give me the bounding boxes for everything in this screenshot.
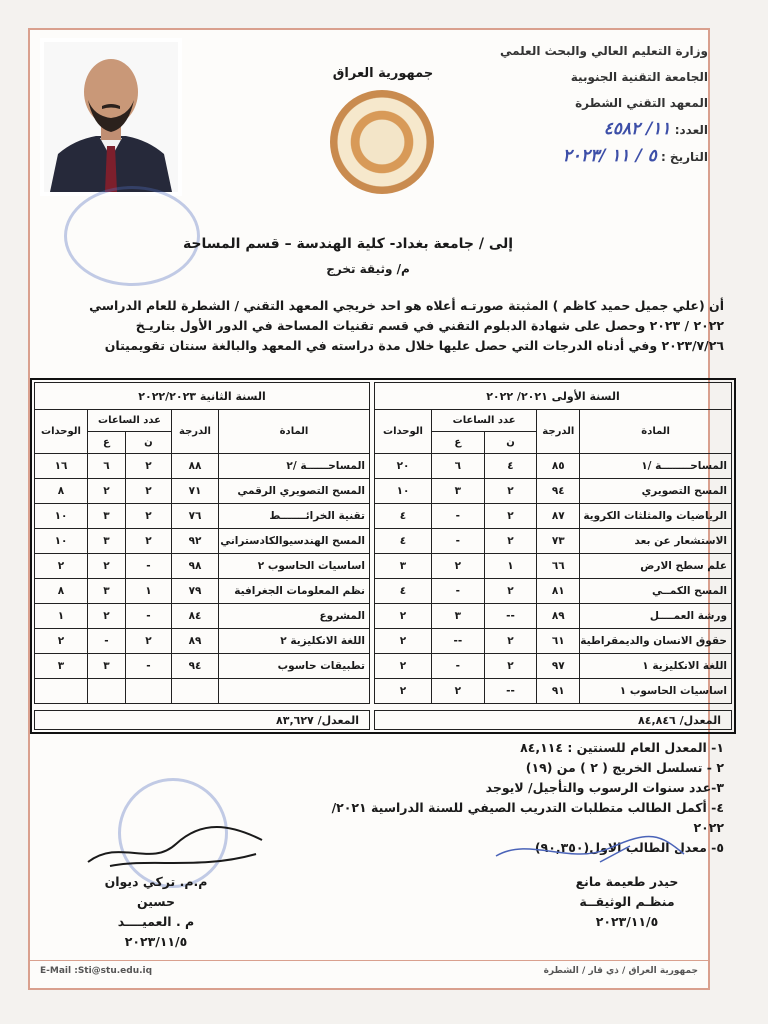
cell-a: ٢ [432, 679, 485, 704]
cell-subject: تطبيقات حاسوب [219, 654, 370, 679]
signer-date: ٢٠٢٣/١١/٥ [124, 934, 188, 949]
grade-row [35, 579, 370, 604]
cell-subject: المشروع [219, 604, 370, 629]
cell-n: ١ [125, 579, 171, 604]
cell-a: ٦ [88, 454, 126, 479]
number-label: العدد: [674, 123, 708, 137]
cell-subject: اساسيات الحاسوب ١ [580, 679, 732, 704]
cell-a: ٢ [88, 554, 126, 579]
dean-signature-block [86, 872, 226, 952]
subject-line: م/ وثيقة تخرج [326, 262, 410, 276]
col-n: ن [484, 432, 537, 454]
cell-units: ٣ [35, 654, 88, 679]
body-paragraph [44, 296, 724, 356]
cell-subject: المسح الكمــي [580, 579, 732, 604]
cell-a: - [432, 504, 485, 529]
cell-a: ٣ [432, 479, 485, 504]
cell-grade: ٩٧ [537, 654, 580, 679]
cell-n: ٢ [484, 504, 537, 529]
grade-row [375, 454, 732, 479]
cell-units: ٨ [35, 579, 88, 604]
cell-a: - [88, 629, 126, 654]
col-units: الوحدات [35, 410, 88, 454]
grade-row [375, 529, 732, 554]
organizer-signature-block [562, 872, 692, 932]
cell-n: ٢ [125, 504, 171, 529]
cell-grade: ٩٤ [537, 479, 580, 504]
cell-units: ٤ [375, 529, 432, 554]
cell-units: ١٠ [35, 529, 88, 554]
header-block [488, 38, 708, 170]
cell-n: ٢ [125, 454, 171, 479]
cell-a: ٣ [88, 579, 126, 604]
cell-units: ١٦ [35, 454, 88, 479]
grade-row [375, 679, 732, 704]
cell-a: ٦ [432, 454, 485, 479]
signer-date: ٢٠٢٣/١١/٥ [595, 914, 659, 929]
year1-table [374, 382, 732, 704]
university-name: الجامعة التقنية الجنوبية [570, 70, 708, 84]
col-a: ع [432, 432, 485, 454]
col-grade: الدرجة [537, 410, 580, 454]
cell-n: ٢ [125, 479, 171, 504]
grade-row [35, 604, 370, 629]
cell-subject: حقوق الانسان والديمقراطية [580, 629, 732, 654]
signer-name: م.م. تركي ديوان حسين [104, 874, 208, 909]
cell-grade: ٧١ [172, 479, 219, 504]
cell-n: ٢ [484, 529, 537, 554]
cell-units: ١٠ [375, 479, 432, 504]
col-grade: الدرجة [172, 410, 219, 454]
cell-units: ١ [35, 604, 88, 629]
cell-n: ٢ [484, 654, 537, 679]
grade-row [375, 479, 732, 504]
cell-subject: ورشة العمــــل [580, 604, 732, 629]
col-n: ن [125, 432, 171, 454]
grade-row [375, 604, 732, 629]
note-item: ٤- أكمل الطالب متطلبات التدريب الصيفي للسنة الدراسية ٢٠٢١/ ٢٠٢٢ [331, 800, 724, 835]
cell-a: - [432, 529, 485, 554]
grade-row [35, 629, 370, 654]
cell-subject: المسح الهندسيوالكادستراني [219, 529, 370, 554]
portrait-image [44, 42, 178, 192]
cell-units: ١٠ [35, 504, 88, 529]
year1-title: السنة الأولى ٢٠٢١/ ٢٠٢٢ [375, 383, 732, 410]
recipient-line: إلى / جامعة بغداد- كلية الهندسة – قسم المساحة [182, 236, 514, 252]
cell-units: ٨ [35, 479, 88, 504]
cell-n: ١ [484, 554, 537, 579]
cell-subject: المسح التصويري الرقمي [219, 479, 370, 504]
republic-title: جمهورية العراق [332, 66, 434, 81]
year2-title: السنة الثانية ٢٠٢٢/٢٠٢٣ [35, 383, 370, 410]
cell-grade: ٦٦ [537, 554, 580, 579]
cell-a: ٢ [432, 554, 485, 579]
col-hours: عدد الساعات [432, 410, 537, 432]
cell-units: ٤ [375, 579, 432, 604]
cell-n [125, 679, 171, 704]
cell-units: ٢ [35, 554, 88, 579]
grade-row [35, 454, 370, 479]
cell-n: - [125, 604, 171, 629]
cell-grade: ٩١ [537, 679, 580, 704]
grade-row [375, 504, 732, 529]
cell-subject: المساحــــــــة /١ [580, 454, 732, 479]
cell-a: - [432, 654, 485, 679]
cell-units: ٢ [375, 654, 432, 679]
cell-n: -- [484, 679, 537, 704]
cell-a: ٣ [88, 504, 126, 529]
col-units: الوحدات [375, 410, 432, 454]
cell-grade: ٨٧ [537, 504, 580, 529]
col-subject: المادة [219, 410, 370, 454]
note-item: ٣-عدد سنوات الرسوب والتأجيل/ لايوجد [485, 780, 724, 795]
cell-units: ٢ [35, 629, 88, 654]
cell-subject: اساسيات الحاسوب ٢ [219, 554, 370, 579]
cell-grade: ٧٩ [172, 579, 219, 604]
cell-n: ٤ [484, 454, 537, 479]
cell-subject: المساحــــــة /٢ [219, 454, 370, 479]
cell-subject [219, 679, 370, 704]
cell-subject: الرياضيات والمثلثات الكروية [580, 504, 732, 529]
cell-a [88, 679, 126, 704]
cell-n: -- [484, 604, 537, 629]
institute-name: المعهد التقني الشطرة [575, 96, 708, 110]
cell-grade: ٩٨ [172, 554, 219, 579]
signer-name: حيدر طعيمة مانع [575, 874, 679, 889]
year2-table [34, 382, 370, 704]
grade-row [375, 579, 732, 604]
cell-grade: ٨١ [537, 579, 580, 604]
cell-a: ٢ [88, 604, 126, 629]
institute-seal [330, 90, 434, 194]
grade-row [375, 629, 732, 654]
body-line: ٢٠٢٢ / ٢٠٢٣ وحصل على شهادة الدبلوم التقني في قسم تقنيات المساحة في الدور الأول بتاريـخ [135, 318, 724, 333]
cell-grade: ٨٤ [172, 604, 219, 629]
cell-grade: ٧٣ [537, 529, 580, 554]
cell-grade [172, 679, 219, 704]
signature-left [80, 818, 270, 878]
col-hours: عدد الساعات [88, 410, 172, 432]
cell-a: ٣ [432, 604, 485, 629]
col-a: ع [88, 432, 126, 454]
cell-grade: ٨٨ [172, 454, 219, 479]
grade-row [375, 554, 732, 579]
grade-row [35, 679, 370, 704]
cell-n: - [125, 654, 171, 679]
grade-row [375, 654, 732, 679]
cell-grade: ٨٩ [172, 629, 219, 654]
student-photo [44, 42, 178, 192]
grade-row [35, 504, 370, 529]
cell-subject: الاستشعار عن بعد [580, 529, 732, 554]
cell-units [35, 679, 88, 704]
cell-n: ٢ [484, 479, 537, 504]
date-label: التاريخ : [660, 150, 708, 164]
cell-units: ٢٠ [375, 454, 432, 479]
cell-units: ٢ [375, 629, 432, 654]
reference-number [488, 116, 708, 143]
cell-a: - [432, 579, 485, 604]
body-line: ٢٠٢٣/٧/٢٦ وفي أدناه الدرجات التي حصل عليها خلال مدة دراسته في المعهد والبالغة سنتان تقويميتان [104, 338, 724, 353]
grade-row [35, 479, 370, 504]
cell-n: ٢ [484, 579, 537, 604]
footer-divider [30, 960, 710, 961]
cell-a: ٣ [88, 654, 126, 679]
cell-units: ٢ [375, 679, 432, 704]
date-value: ٥ / ١١ /٢٠٢٣ [562, 146, 657, 166]
cell-subject: نظم المعلومات الجغرافية [219, 579, 370, 604]
cell-a: ٣ [88, 529, 126, 554]
note-item: ٢ - تسلسل الخريج ( ٢ ) من (١٩) [525, 760, 724, 775]
cell-n: ٢ [125, 529, 171, 554]
ministry-name: وزارة التعليم العالي والبحث العلمي [499, 44, 708, 58]
document-date [488, 143, 708, 170]
cell-subject: اللغة الانكليزية ٢ [219, 629, 370, 654]
cell-subject: علم سطح الارض [580, 554, 732, 579]
grade-row [35, 654, 370, 679]
year2-average: المعدل/ ٨٣,٦٢٧ [34, 710, 370, 730]
cell-units: ٢ [375, 604, 432, 629]
cell-grade: ٨٥ [537, 454, 580, 479]
cell-a: ٢ [88, 479, 126, 504]
year1-average: المعدل/ ٨٤,٨٤٦ [374, 710, 732, 730]
cell-grade: ٨٩ [537, 604, 580, 629]
body-line: أن (علي جميل حميد كاظم ) المثبتة صورتـه أعلاه هو احد خريجي المعهد التقني / الشطرة للعام الدراسي [89, 298, 724, 313]
cell-subject: المسح التصويري [580, 479, 732, 504]
footer-address: جمهورية العراق / ذي قار / الشطرة [543, 966, 698, 976]
grade-row [35, 554, 370, 579]
cell-n: ٢ [484, 629, 537, 654]
cell-n: - [125, 554, 171, 579]
cell-grade: ٩٢ [172, 529, 219, 554]
col-subject: المادة [580, 410, 732, 454]
footer-email: E-Mail :Sti@stu.edu.iq [40, 966, 153, 976]
signer-title: منظـم الوثيقــة [579, 894, 675, 909]
number-value: ١١/ ٤٥٨٢ [603, 119, 671, 139]
cell-n: ٢ [125, 629, 171, 654]
cell-grade: ٦١ [537, 629, 580, 654]
cell-subject: تقنية الخرائـــــــط [219, 504, 370, 529]
signer-title: م . العميــــد [117, 914, 195, 929]
note-item: ١- المعدل العام للسنتين : ٨٤,١١٤ [520, 740, 724, 755]
signature-right [490, 826, 690, 876]
note-item: ٥- معدل الطالب الاول(٩٠,٣٥٠) [534, 840, 724, 855]
cell-a: -- [432, 629, 485, 654]
cell-units: ٣ [375, 554, 432, 579]
grade-row [35, 529, 370, 554]
cell-grade: ٧٦ [172, 504, 219, 529]
cell-subject: اللغة الانكليزية ١ [580, 654, 732, 679]
cell-units: ٤ [375, 504, 432, 529]
cell-grade: ٩٤ [172, 654, 219, 679]
